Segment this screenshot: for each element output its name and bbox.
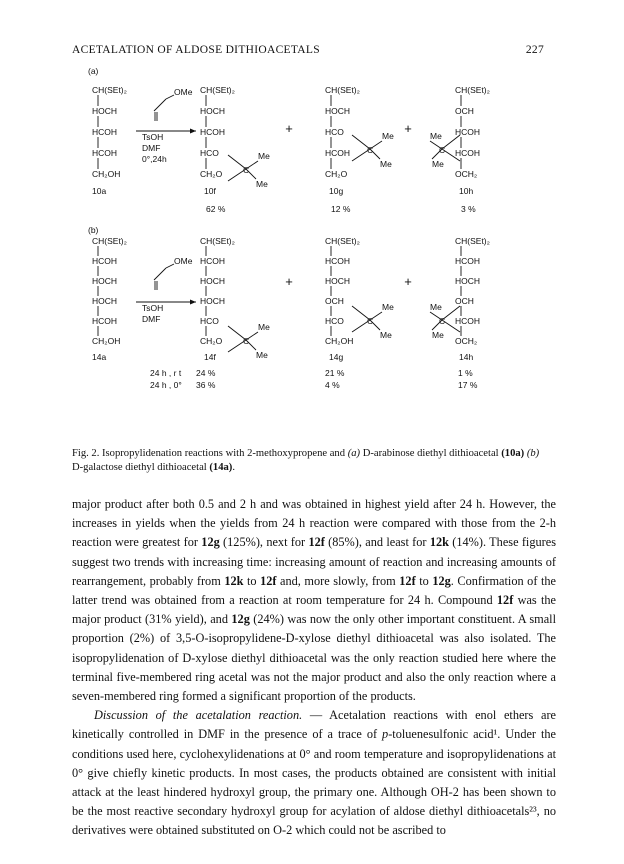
- text-run: (125%), next for: [219, 535, 309, 550]
- product-b-atom-label: CH₂O: [200, 336, 223, 346]
- caption-part-b: (b): [524, 448, 540, 459]
- arrow-head: [190, 300, 196, 305]
- compound-ref: 12f: [260, 573, 277, 588]
- text-run: (85%), and least for: [324, 535, 430, 550]
- compound-ref: 12f: [399, 573, 416, 588]
- text-run: (14%). These figures suggest two trends with increasing time: increasing amount of reaction and increasing amounts of rearrangement, probably from: [72, 535, 556, 588]
- start-b-atom-label: HOCH: [92, 276, 118, 286]
- compound-ref: 12f: [308, 535, 325, 550]
- scheme-a-label: (a): [88, 66, 99, 76]
- caption-ref: (10a): [501, 448, 525, 459]
- methyl-label: Me: [256, 179, 268, 189]
- body-text: [72, 495, 556, 841]
- compound-ref: 12g: [231, 612, 250, 627]
- condition-label: 24 h , r t: [150, 368, 182, 378]
- compound-number: 14h: [459, 352, 474, 362]
- plus-sign: +: [404, 274, 412, 289]
- start-b-atom-label: CH(SEt)₂: [92, 236, 127, 246]
- start-b-atom-label: HCOH: [92, 256, 118, 266]
- product-b-atom-label: OCH: [455, 296, 474, 306]
- scheme-b-label: (b): [88, 225, 99, 235]
- product-a-atom-label: HCOH: [455, 148, 481, 158]
- compound-number: 14a: [92, 352, 107, 362]
- condition-label: 24 h , 0°: [150, 380, 182, 390]
- methyl-label: Me: [382, 302, 394, 312]
- ring-carbon: C: [439, 145, 446, 155]
- product-b-atom-label: HCO: [325, 316, 344, 326]
- start-a-atom-label: HOCH: [92, 106, 118, 116]
- product-b-atom-label: HOCH: [200, 276, 226, 286]
- start-b-atom-label: HOCH: [92, 296, 118, 306]
- reaction-conditions: DMF: [142, 314, 161, 324]
- methoxy-label: OMe: [174, 256, 193, 266]
- start-a-atom-label: HCOH: [92, 127, 118, 137]
- start-a-atom-label: CH₂OH: [92, 169, 121, 179]
- reagent-bond: [166, 95, 174, 99]
- reagent-bond: [154, 99, 166, 111]
- product-b-atom-label: CH(SEt)₂: [200, 236, 235, 246]
- product-a-atom-label: CH(SEt)₂: [455, 85, 490, 95]
- text-run: was the major product (31% yield), and: [72, 593, 556, 627]
- methyl-label: Me: [380, 330, 392, 340]
- compound-ref: 12k: [429, 535, 449, 550]
- ring-carbon: C: [243, 165, 250, 175]
- caption-text: .: [232, 462, 235, 473]
- figure-caption: [72, 447, 552, 475]
- methyl-label: Me: [256, 350, 268, 360]
- compound-number: 10f: [204, 186, 216, 196]
- caption-text: D-galactose diethyl dithioacetal: [72, 462, 210, 473]
- ring-carbon: C: [439, 316, 446, 326]
- caption-part-a: (a): [347, 448, 361, 459]
- methyl-label: Me: [258, 322, 270, 332]
- product-b-atom-label: HCO: [200, 316, 219, 326]
- caption-ref: (14a): [209, 462, 233, 473]
- yield-value: 4 %: [325, 380, 340, 390]
- text-run: to: [415, 573, 433, 588]
- methyl-label: Me: [430, 302, 442, 312]
- arrow-head: [190, 129, 196, 134]
- section-run-in-title: Discussion of the acetalation reaction.: [94, 708, 303, 723]
- product-b-atom-label: HOCH: [455, 276, 481, 286]
- product-b-atom-label: HCOH: [325, 256, 351, 266]
- reagent-bond: [166, 264, 174, 268]
- ring-carbon: C: [243, 336, 250, 346]
- product-a-atom-label: CH(SEt)₂: [325, 85, 360, 95]
- yield-value: 1 %: [458, 368, 473, 378]
- product-a-atom-label: HCOH: [325, 148, 351, 158]
- product-a-atom-label: OCH: [455, 106, 474, 116]
- methyl-label: Me: [258, 151, 270, 161]
- methyl-label: Me: [432, 330, 444, 340]
- plus-sign: +: [285, 121, 293, 136]
- compound-ref: 12g: [432, 573, 451, 588]
- reaction-conditions: 0°,24h: [142, 154, 167, 164]
- page-number: 227: [525, 44, 544, 56]
- text-run: — Acetalation reactions with enol ethers are kinetically controlled in DMF in the presence of a trace of: [72, 708, 556, 742]
- paragraph-2: [72, 706, 556, 840]
- product-a-atom-label: HOCH: [200, 106, 226, 116]
- caption-text: Fig. 2. Isopropylidenation reactions with 2-methoxypropene and: [72, 448, 348, 459]
- reagent-bond: [154, 268, 166, 280]
- compound-number: 14g: [329, 352, 344, 362]
- compound-number: 14f: [204, 352, 216, 362]
- methoxy-label: OMe: [174, 87, 193, 97]
- text-run: -toluenesulfonic acid¹. Under the conditions used here, cyclohexylidenations at 0° and room temperature and isopropylidenations at 0° give chiefly kinetic products. In most cases, the products obtained are consistent with initial attack at the least hindered hydroxyl group, the primary one. Although OH-2 has been shown to be the most reactive secondary hydroxyl group for acylation of aldose diethyl dithioacetals²³, no derivatives were obtained substituted on O-2 which could not be ascribed to: [72, 727, 557, 838]
- methyl-label: Me: [430, 131, 442, 141]
- yield-value: 62 %: [206, 204, 226, 214]
- product-a-atom-label: HCO: [325, 127, 344, 137]
- product-b-atom-label: HCOH: [200, 256, 226, 266]
- start-b-atom-label: HCOH: [92, 316, 118, 326]
- paragraph-1: [72, 495, 556, 706]
- yield-value: 36 %: [196, 380, 216, 390]
- reaction-conditions: DMF: [142, 143, 161, 153]
- product-a-atom-label: HOCH: [325, 106, 351, 116]
- yield-value: 3 %: [461, 204, 476, 214]
- text-run: (24%) was now the only other important constituent. A small proportion (2%) of 3,5-O-isopropylidene-D-xylose diethyl dithioacetal was also isolated. The isopropylidenation of D-xylose diethyl dithioacetal was the only reaction studied here where the terminal five-membered ring acetal was not the major product and also the only reaction where a seven-membered ring formed a significant proportion of the products.: [72, 612, 557, 704]
- compound-ref: 12k: [224, 573, 244, 588]
- product-b-atom-label: CH(SEt)₂: [455, 236, 490, 246]
- plus-sign: +: [404, 121, 412, 136]
- methyl-label: Me: [382, 131, 394, 141]
- plus-sign: +: [285, 274, 293, 289]
- product-a-atom-label: HCO: [200, 148, 219, 158]
- product-a-atom-label: HCOH: [200, 127, 226, 137]
- product-b-atom-label: HCOH: [455, 256, 481, 266]
- product-a-atom-label: HCOH: [455, 127, 481, 137]
- start-b-atom-label: CH₂OH: [92, 336, 121, 346]
- ring-carbon: C: [367, 145, 374, 155]
- product-b-atom-label: OCH₂: [455, 336, 478, 346]
- product-b-atom-label: HCOH: [455, 316, 481, 326]
- product-a-atom-label: CH(SEt)₂: [200, 85, 235, 95]
- yield-value: 12 %: [331, 204, 351, 214]
- start-a-atom-label: CH(SEt)₂: [92, 85, 127, 95]
- product-b-atom-label: CH(SEt)₂: [325, 236, 360, 246]
- italic-text: p: [382, 727, 389, 742]
- product-a-atom-label: CH₂O: [325, 169, 348, 179]
- product-b-atom-label: HOCH: [200, 296, 226, 306]
- methyl-label: Me: [432, 159, 444, 169]
- reaction-conditions: TsOH: [142, 132, 164, 142]
- product-b-atom-label: HOCH: [325, 276, 351, 286]
- ring-carbon: C: [367, 316, 374, 326]
- product-b-atom-label: OCH: [325, 296, 344, 306]
- yield-value: 17 %: [458, 380, 478, 390]
- text-run: . Confirmation of the latter trend was obtained from a reaction at room temperature for 24 h. Compound: [72, 573, 556, 608]
- product-a-atom-label: CH₂O: [200, 169, 223, 179]
- compound-number: 10h: [459, 186, 474, 196]
- text-run: major product after both 0.5 and 2 h and was obtained in highest yield after 24 h. However, the increases in yields when the yields from 24 h reaction were compared with those from the 2-h reaction were greatest for: [72, 497, 556, 550]
- product-b-atom-label: CH₂OH: [325, 336, 354, 346]
- text-run: to: [243, 573, 261, 588]
- methyl-label: Me: [380, 159, 392, 169]
- yield-value: 21 %: [325, 368, 345, 378]
- compound-number: 10a: [92, 186, 107, 196]
- compound-number: 10g: [329, 186, 344, 196]
- compound-ref: 12f: [496, 593, 514, 608]
- running-header: ACETALATION OF ALDOSE DITHIOACETALS: [72, 44, 320, 56]
- yield-value: 24 %: [196, 368, 216, 378]
- reaction-conditions: TsOH: [142, 303, 164, 313]
- start-a-atom-label: HCOH: [92, 148, 118, 158]
- text-run: and, more slowly, from: [276, 573, 400, 588]
- compound-ref: 12g: [201, 535, 220, 550]
- product-a-atom-label: OCH₂: [455, 169, 478, 179]
- caption-text: D-arabinose diethyl dithioacetal: [360, 448, 502, 459]
